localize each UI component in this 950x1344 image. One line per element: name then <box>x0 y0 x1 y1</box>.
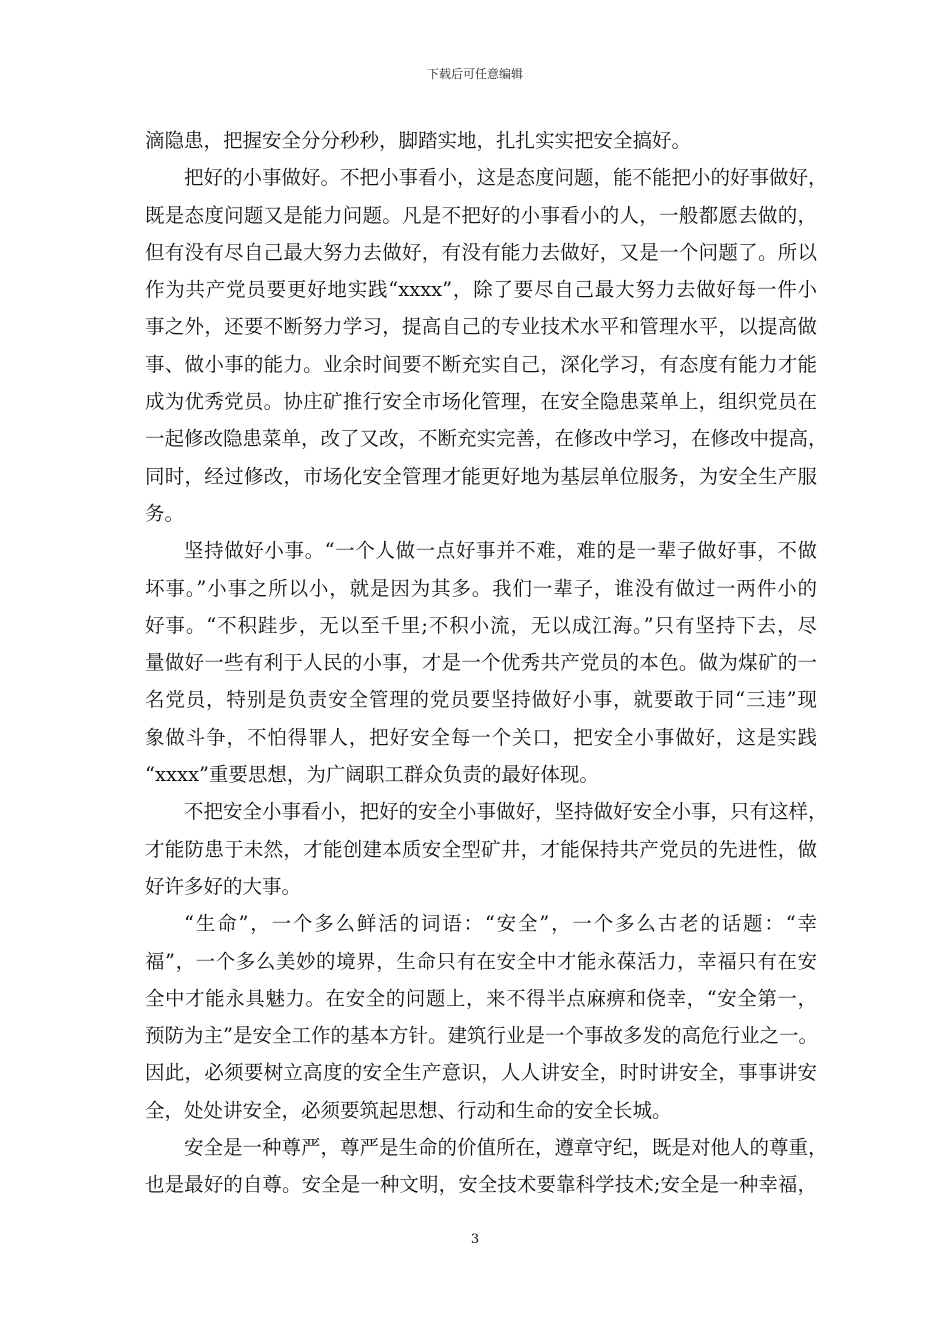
text-line: 福”，一个多么美妙的境界，生命只有在安全中才能永葆活力，幸福只有在安 <box>145 949 817 973</box>
text-line: 坏事。”小事之所以小，就是因为其多。我们一辈子，谁没有做过一两件小的 <box>145 576 817 600</box>
text-line: 滴隐患，把握安全分分秒秒，脚踏实地，扎扎实实把安全搞好。 <box>145 129 692 152</box>
text-line: 因此，必须要树立高度的安全生产意识，人人讲安全，时时讲安全，事事讲安 <box>145 1061 817 1085</box>
text-line: 象做斗争，不怕得罪人，把好安全每一个关口，把安全小事做好，这是实践 <box>145 725 817 749</box>
text-line: 才能防患于未然，才能创建本质安全型矿井，才能保持共产党员的先进性，做 <box>145 837 817 861</box>
text-line: 事之外，还要不断努力学习，提高自己的专业技术水平和管理水平，以提高做 <box>145 315 817 339</box>
text-line: 作为共产党员要更好地实践“xxxx”，除了要尽自己最大努力去做好每一件小 <box>145 278 817 302</box>
text-line: 好事。“不积跬步，无以至千里;不积小流，无以成江海。”只有坚持下去，尽 <box>145 613 817 637</box>
page-number: 3 <box>470 1232 480 1247</box>
text-line: 好许多好的大事。 <box>145 874 302 898</box>
text-line: 把好的小事做好。不把小事看小，这是态度问题，能不能把小的好事做好， <box>184 166 828 190</box>
text-line: 名党员，特别是负责安全管理的党员要坚持做好小事，就要敢于同“三违”现 <box>145 688 817 712</box>
text-line: 务。 <box>145 501 185 525</box>
text-line: 全中才能永具魅力。在安全的问题上，来不得半点麻痹和侥幸，“安全第一， <box>145 986 817 1010</box>
text-line: 但有没有尽自己最大努力去做好，有没有能力去做好，又是一个问题了。所以 <box>145 240 817 264</box>
page-header: 下载后可任意编辑 <box>426 67 523 81</box>
text-line: 安全是一种尊严，尊严是生命的价值所在，遵章守纪，既是对他人的尊重， <box>184 1136 828 1160</box>
document-body <box>145 122 828 1204</box>
text-line: 全，处处讲安全，必须要筑起思想、行动和生命的安全长城。 <box>145 1098 672 1122</box>
text-line: 事、做小事的能力。业余时间要不断充实自己，深化学习，有态度有能力才能 <box>145 352 817 376</box>
text-line: 成为优秀党员。协庄矿推行安全市场化管理，在安全隐患菜单上，组织党员在 <box>145 390 817 414</box>
text-line: 坚持做好小事。“一个人做一点好事并不难，难的是一辈子做好事，不做 <box>184 539 817 563</box>
text-line: “生命”，一个多么鲜活的词语：“安全”，一个多么古老的话题：“幸 <box>184 912 817 936</box>
text-line: 量做好一些有利于人民的小事，才是一个优秀共产党员的本色。做为煤矿的一 <box>145 651 817 675</box>
text-line: 不把安全小事看小，把好的安全小事做好，坚持做好安全小事，只有这样， <box>184 800 828 824</box>
text-line: 预防为主”是安全工作的基本方针。建筑行业是一个事故多发的高危行业之一。 <box>145 1024 818 1048</box>
text-line: 也是最好的自尊。安全是一种文明，安全技术要靠科学技术;安全是一种幸福， <box>145 1173 817 1197</box>
text-line: 一起修改隐患菜单，改了又改，不断充实完善，在修改中学习，在修改中提高， <box>145 427 828 451</box>
text-line: 同时，经过修改，市场化安全管理才能更好地为基层单位服务，为安全生产服 <box>145 464 817 488</box>
text-line: 既是态度问题又是能力问题。凡是不把好的小事看小的人，一般都愿去做的， <box>145 203 817 227</box>
text-line: “xxxx”重要思想，为广阔职工群众负责的最好体现。 <box>145 763 599 787</box>
